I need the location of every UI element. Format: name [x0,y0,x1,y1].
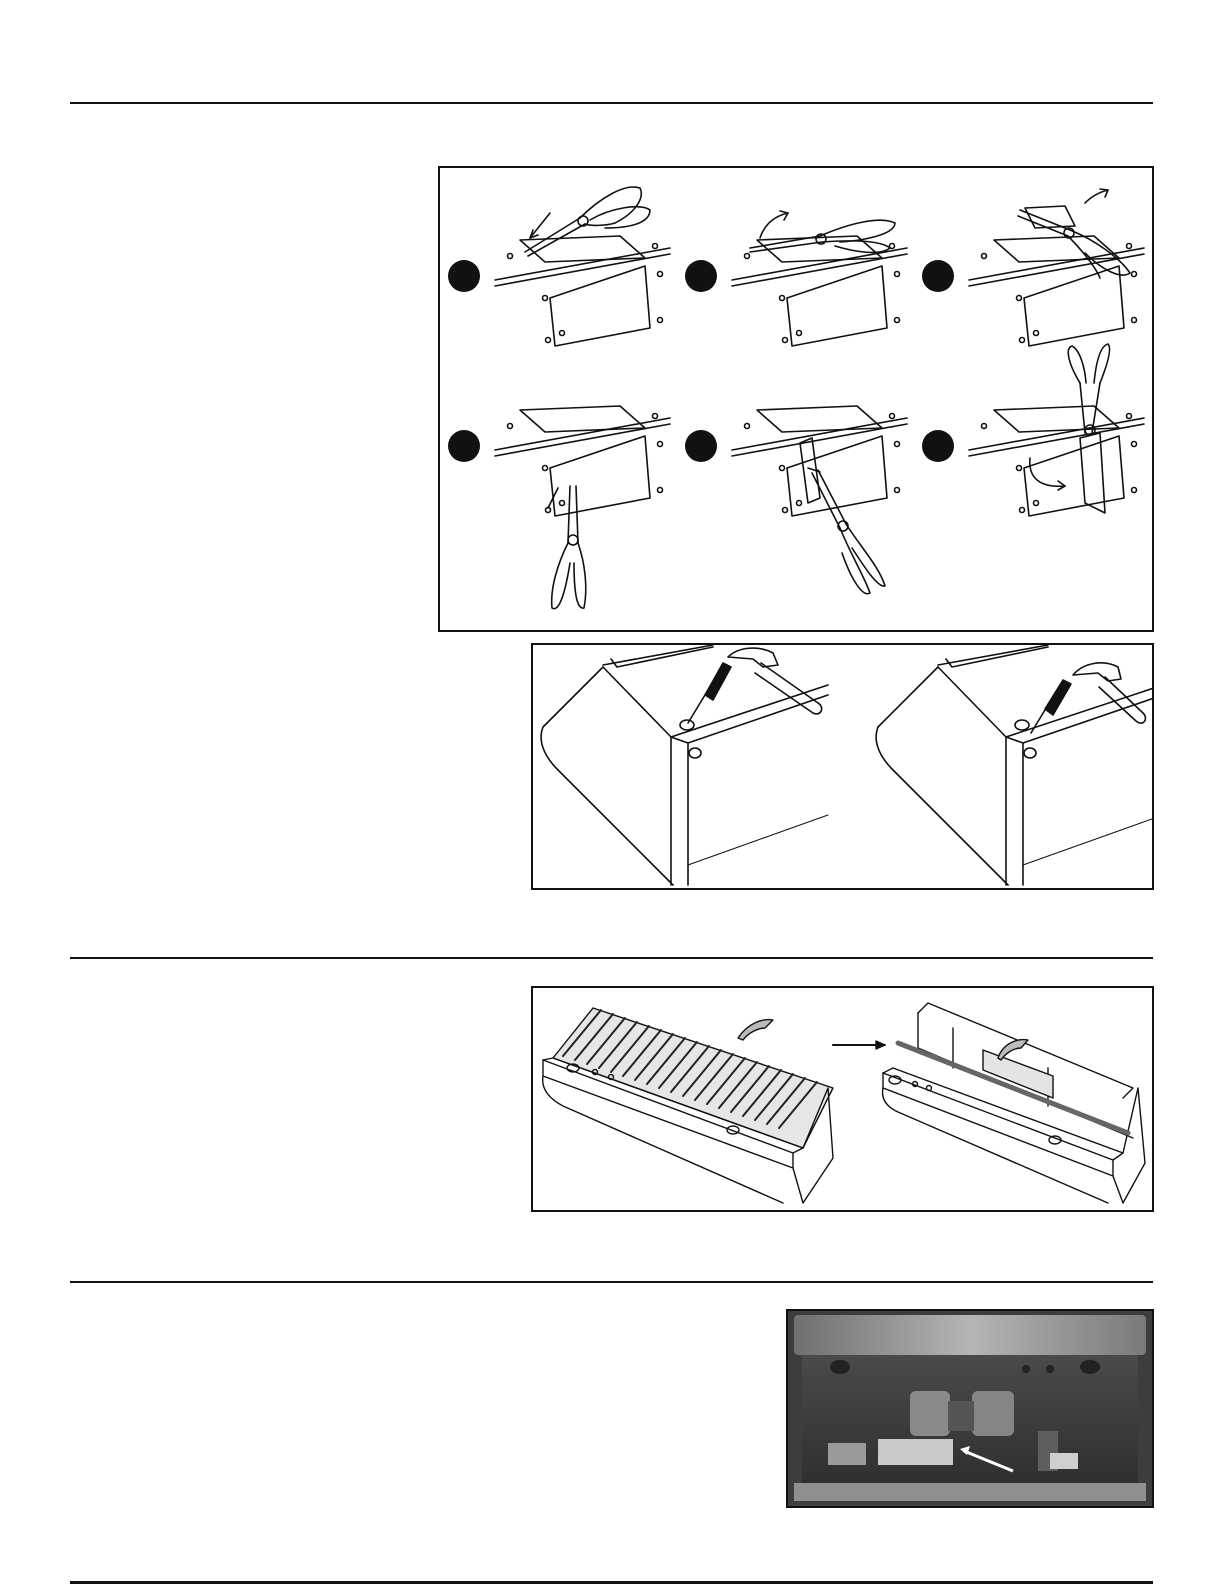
section-rule-middle [70,957,1153,959]
figure-knockout-hammer [531,643,1154,890]
arrow-icon [998,1040,1028,1060]
section-rule-top [70,102,1153,104]
hammer-icon [728,648,822,714]
screwdriver-icon [1031,680,1071,733]
arrow-icon [738,1020,773,1040]
figure-blower-photo [786,1309,1154,1508]
hood-view [541,645,828,885]
hood-open [833,1003,1145,1203]
screwdriver-icon [688,663,731,723]
page-bottom-rule [70,1581,1153,1584]
top-plate [520,236,645,262]
step-panel [448,236,670,346]
pliers-icon [1018,189,1130,278]
pliers-icon [750,211,895,252]
figure-pliers-steps [438,166,1154,632]
pliers-icon [800,438,885,594]
hood-with-filters [543,1008,833,1203]
figure-filter-removal [531,986,1154,1212]
section-rule-bottom [70,1281,1153,1283]
step-marker-icon [448,260,480,292]
